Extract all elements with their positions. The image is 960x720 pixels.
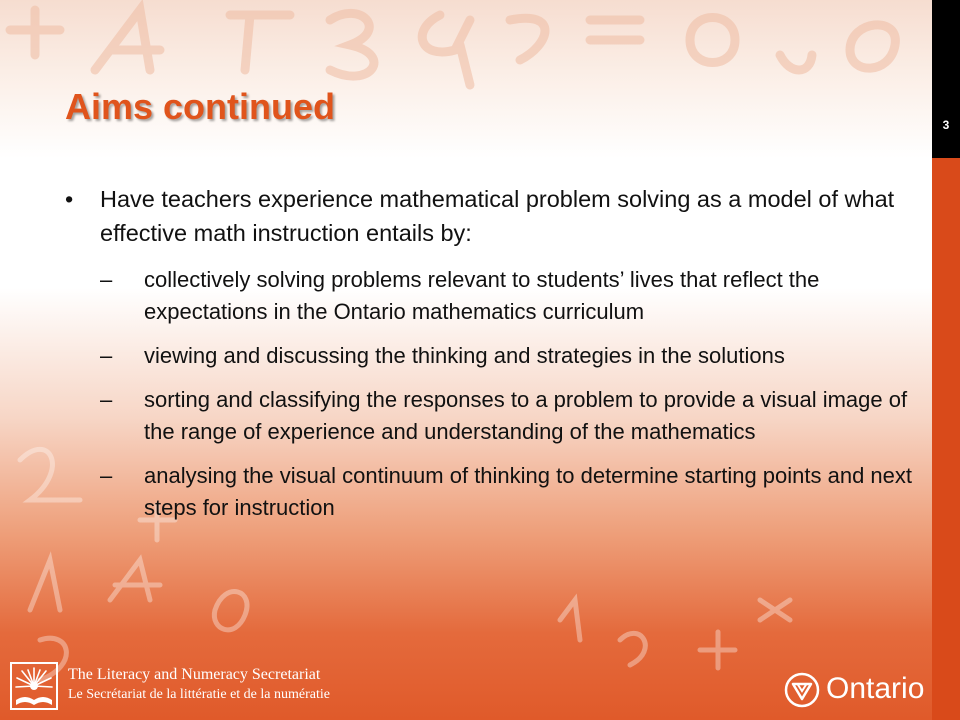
secretariat-logo (10, 662, 330, 712)
trillium-icon (784, 672, 820, 708)
bullet-item (65, 182, 915, 250)
slide-title: Aims continued (65, 86, 336, 127)
sub-bullet-text: collectively solving problems relevant to students’ lives that reflect the expectations in the Ontario mathematics curriculum (144, 267, 820, 324)
slide-content (65, 182, 915, 536)
sub-bullet-text: analysing the visual continuum of thinking to determine starting points and next steps for instruction (144, 463, 913, 520)
bullet-text: Have teachers experience mathematical problem solving as a model of what effective math instruction entails by: (100, 186, 895, 246)
ontario-wordmark: Ontario (826, 672, 925, 705)
sub-bullet-item (100, 340, 915, 372)
sub-bullet-item (100, 384, 915, 448)
bullet-marker: • (65, 186, 74, 212)
sub-bullet-marker: – (100, 387, 113, 412)
sub-bullet-marker: – (100, 267, 113, 292)
book-sunburst-icon (10, 662, 58, 710)
sub-bullet-item (100, 460, 915, 524)
sub-bullet-item (100, 264, 915, 328)
page-number: 3 (942, 118, 950, 132)
sub-bullet-text: viewing and discussing the thinking and strategies in the solutions (144, 343, 785, 368)
ontario-logo (784, 672, 934, 712)
sub-bullet-text: sorting and classifying the responses to a problem to provide a visual image of the range of experience and understanding of the mathematics (144, 387, 908, 444)
sub-bullet-marker: – (100, 343, 113, 368)
page-number-tab (932, 0, 960, 158)
secretariat-name-en: The Literacy and Numeracy Secretariat (68, 666, 321, 683)
sub-bullet-marker: – (100, 463, 113, 488)
secretariat-name-fr: Le Secrétariat de la littératie et de la numératie (68, 687, 330, 702)
